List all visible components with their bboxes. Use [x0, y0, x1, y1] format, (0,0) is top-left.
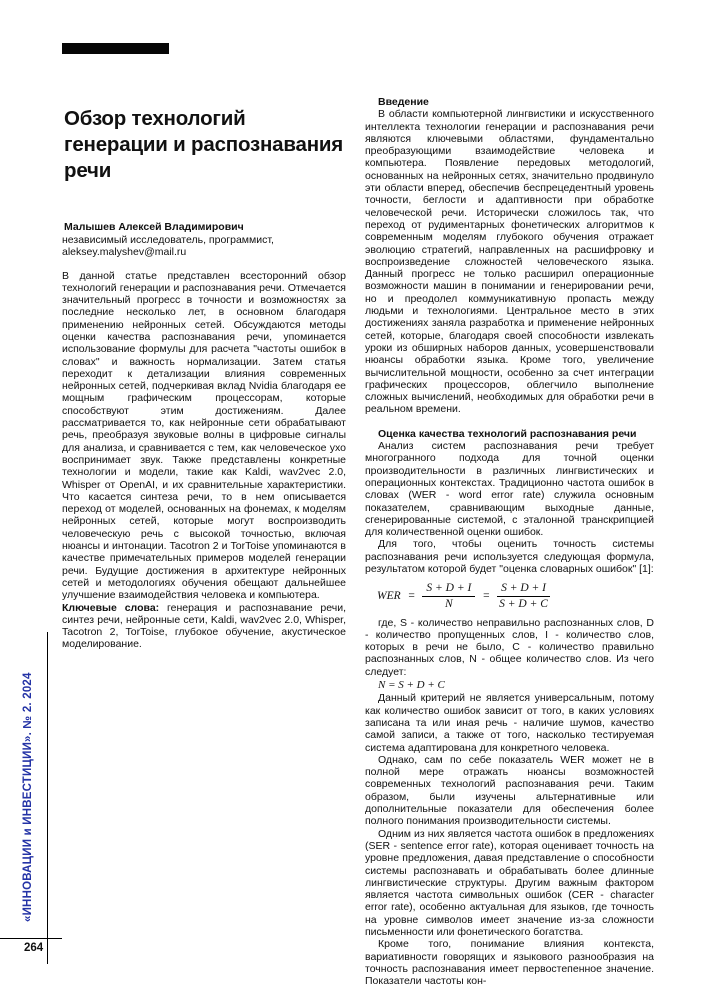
vertical-rule: [47, 632, 48, 964]
wer-formula: [377, 582, 654, 610]
keywords-label: Ключевые слова:: [62, 601, 160, 614]
right-column: [365, 96, 654, 987]
fraction-1-numerator: S + D + I: [422, 582, 475, 597]
fraction-2-denominator: S + D + C: [499, 597, 548, 610]
n-equation: N = S + D + C: [378, 679, 445, 692]
wer-section-heading: Оценка качества технологий распознавания речи: [378, 427, 637, 440]
redacted-bar: [62, 43, 169, 54]
formula-fraction-1: [422, 582, 475, 610]
wer-paragraph-2: Для того, чтобы оценить точность системы распознавания речи используется следующая формула, результатом которой будет "оценка словарных ошибок" [1]:: [365, 538, 654, 575]
abstract-text: В данной статье представлен всесторонний обзор технологий генерации и распознавания речи. Отмечается значительный прогресс в точности и возможностях за последние несколько лет, в основном благодаря применению нейронных сетей. Обсуждаются методы оценки качества распознавания речи, упоминается использование формулы для расчета "частоты ошибок в словах" и важность нормализации. Затем статья переходит к детализации влияния современных нейронных сетей, подчеркивая вклад Nvidia благодаря ее мощным графическим процессорам, которые способствуют этим достижениям. Далее рассматривается то, как нейронные сети обрабатывают речь, преобразуя звуковые волны в цифровые сигналы для анализа, и сравнивается с тем, как человеческое ухо воспринимает звук. Также представлены конкретные технологии и модели, такие как Kaldi, wav2vec 2.0, Whisper от OpenAI, и их сравнительные характеристики. Что касается синтеза речи, то в нем описывается переход от моделей, основанных на фонемах, к моделям нейронных сетей, которые могут воспроизводить человеческую речь с высокой точностью, включая нюансы и интонации. Tacotron 2 и TorToise упоминаются в качестве примечательных примеров моделей генерации речи. Будущие достижения в архитектуре нейронных сетей и методологиях обучения обещают дальнейшее улучшение взаимодействия человека и компьютера.: [62, 269, 346, 602]
wer-paragraph-4: Данный критерий не является универсальным, потому как количество ошибок зависит от того, в каких условиях записана та или иная речь - наличие шумов, качество самой записи, а также от того, насколько тестируемая система адаптирована для конкретного человека.: [365, 692, 654, 754]
author-affiliation: независимый исследователь, программист, aleksey.malyshev@mail.ru: [62, 233, 274, 258]
author-block: [62, 221, 346, 259]
left-column: [62, 106, 346, 651]
author-name: Малышев Алексей Владимирович: [64, 221, 244, 233]
wer-paragraph-3: где, S - количество неправильно распознанных слов, D - количество пропущенных слов, I - количество слов, которых в речи не было, C - количество правильно распознанных слов, N - общее количество слов. Из чего следует:: [365, 616, 654, 678]
fraction-1-denominator: N: [445, 597, 453, 610]
wer-paragraph-7: Кроме того, понимание влияния контекста, вариативности говорящих и языкового разнообразия на точность распознавания имеет первостепенное значение. Показатели частоты кон-: [365, 938, 654, 988]
formula-lhs: WER: [377, 590, 401, 603]
wer-paragraph-6: Одним из них является частота ошибок в предложениях (SER - sentence error rate), которая оценивает точность на уровне предложения, давая представление о способности системы распознавать и обрабатывать более длинные лингвистические структуры. Другим важным фактором является частота символьных ошибок (CER - character error rate), особенно актуальная для языков, где точность на уровне символов имеет значение из-за сложности письменности или фонетического богатства.: [365, 827, 654, 938]
journal-sidebar-text: «ИННОВАЦИИ и ИНВЕСТИЦИИ». № 2. 2024: [22, 672, 34, 922]
introduction-heading: Введение: [378, 96, 429, 108]
page-number: 264: [24, 942, 44, 954]
footer-rule: [0, 938, 62, 939]
formula-equals-1: =: [407, 590, 416, 603]
fraction-2-numerator: S + D + I: [497, 582, 550, 597]
article-title: Обзор технологий генерации и распознавания речи: [64, 107, 344, 182]
wer-paragraph-1: Анализ систем распознавания речи требует многогранного подхода для точной оценки производительности в различных лингвистических и операционных контекстах. Традиционно частота ошибок в словах (WER - word error rate) служила основным показателем, сравнивающим выходные данные, сгенерированные системой, с эталонной транскрипцией для количественной оценки ошибок.: [365, 440, 654, 539]
keywords-list: генерация и распознавание речи, синтез речи, нейронные сети, Kaldi, wav2vec 2.0, Whisper, Tacotron 2, TorToise, глубокое обучение, акустическое моделирование.: [62, 601, 346, 651]
introduction-paragraph: В области компьютерной лингвистики и искусственного интеллекта технологии генерации и распознавания речи являются ключевыми областями, фундаментально преобразующими взаимодействие человека и компьютера. Появление передовых методологий, основанных на нейронных сетях, значительно продвинуло эти области вперед, обеспечив беспрецедентный уровень точности, беглости и адаптивности при обработке человеческой речи. Исторически сложилось так, что переход от рудиментарных фонетических алгоритмов к современным моделям глубокого обучения отражает эволюцию стратегий, направленных на расшифровку и воспроизведение сложностей человеческого языка. Данный прогресс не только расширил операционные возможности машин в понимании и генерировании речи, но и преодолел коммуникативную пропасть между людьми и технологиями. Центральное место в этих достижениях заняла разработка и применение нейронных сетей, которые, благодаря своей способности извлекать уроки из обширных наборов данных, усовершенствовали нюансы обработки языка. Кроме того, увеличение вычислительной мощности, особенно за счет интеграции графических процессоров, облегчило выполнение сложных вычислений, необходимых для обработки речи в реальном времени.: [365, 108, 654, 416]
formula-equals-2: =: [482, 590, 491, 603]
wer-paragraph-5: Однако, сам по себе показатель WER может не в полной мере отражать нюансы возможностей современных технологий распознавания речи. Таким образом, были изучены альтернативные или дополнительные показатели для обеспечения более полного понимания производительности системы.: [365, 753, 654, 828]
keywords-block: [62, 602, 346, 651]
formula-fraction-2: [497, 582, 550, 610]
